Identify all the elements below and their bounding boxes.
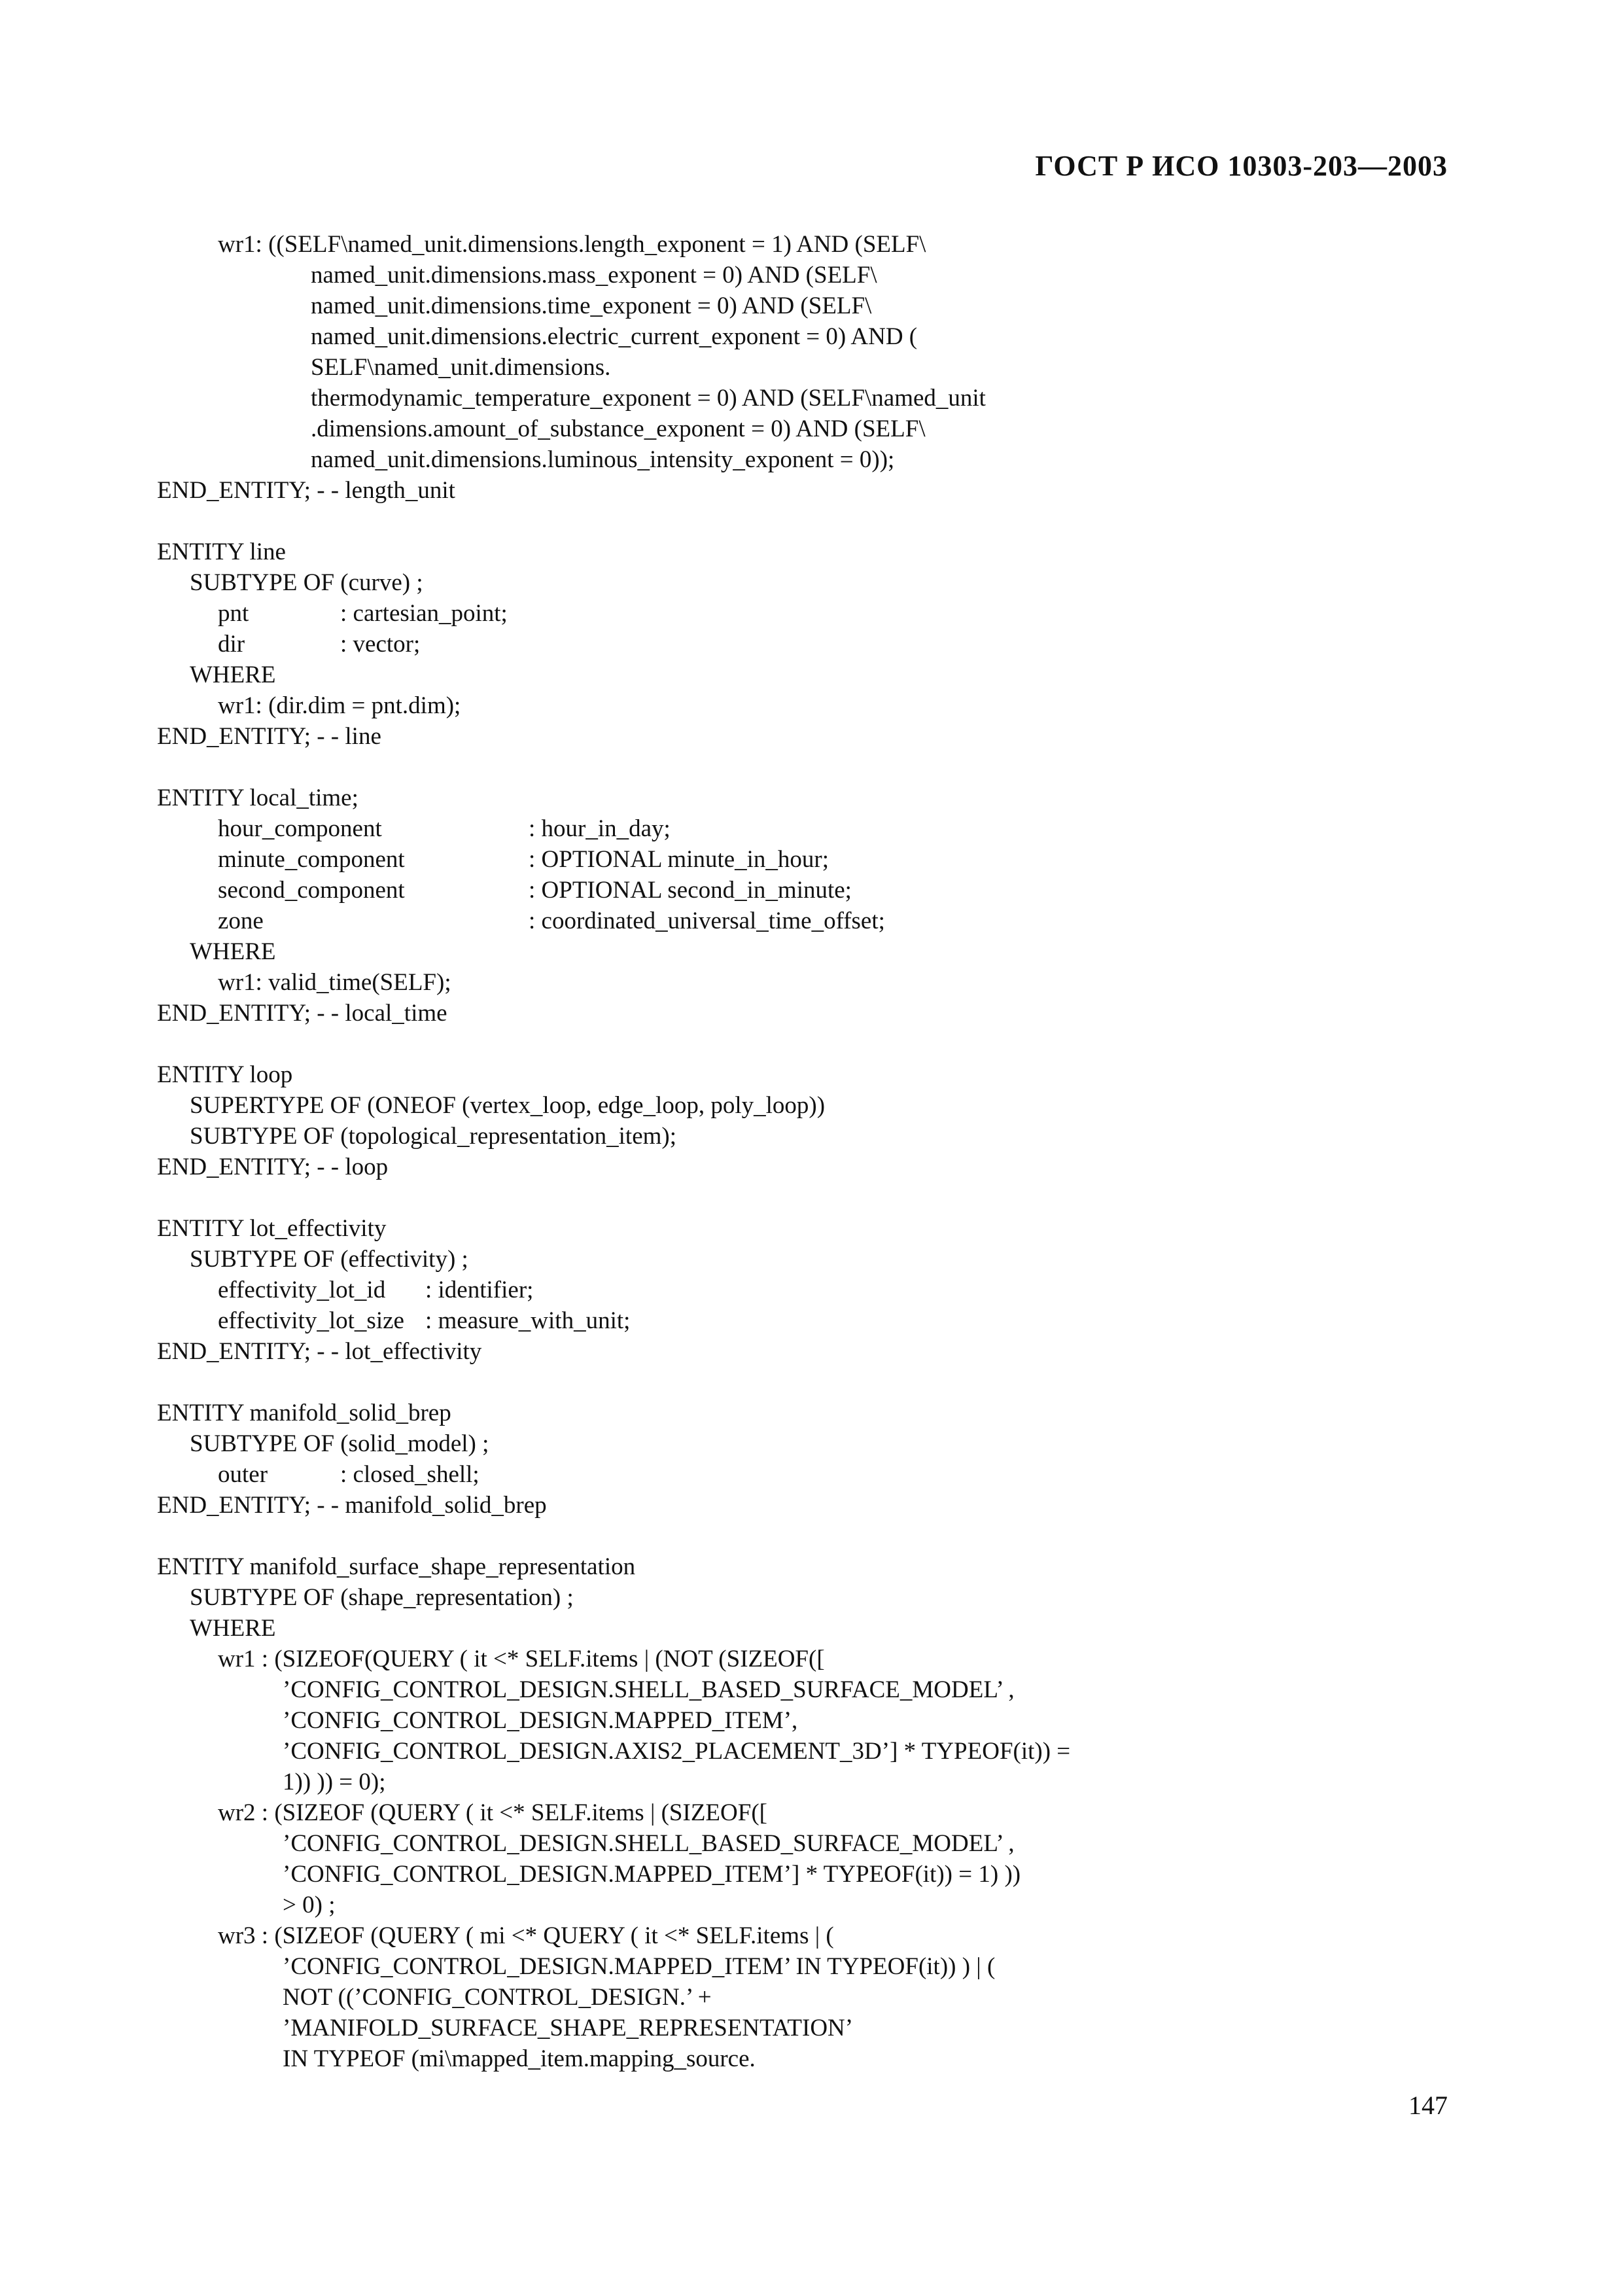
code-line: ’CONFIG_CONTROL_DESIGN.SHELL_BASED_SURFACE_MODEL’ , [283,1676,1015,1703]
code-line: ’CONFIG_CONTROL_DESIGN.MAPPED_ITEM’ IN TYPEOF(it)) ) | ( [283,1953,996,1980]
code-line: SELF\named_unit.dimensions. [311,354,611,381]
code-line: ENTITY line [157,539,286,565]
code-line: ’MANIFOLD_SURFACE_SHAPE_REPRESENTATION’ [283,2015,854,2041]
code-line: WHERE [190,1615,276,1642]
code-line: END_ENTITY; - - line [157,723,381,750]
code-line-type: : hour_in_day; [529,815,671,842]
code-line: effectivity_lot_size [218,1307,404,1334]
code-line-type: : OPTIONAL second_in_minute; [529,877,852,904]
page-number: 147 [1408,2091,1448,2120]
code-line: > 0) ; [283,1892,336,1918]
code-line-type: : vector; [340,631,421,658]
code-line: wr2 : (SIZEOF (QUERY ( it <* SELF.items | (SIZEOF([ [218,1799,767,1826]
code-line: END_ENTITY; - - lot_effectivity [157,1338,482,1365]
code-line: END_ENTITY; - - manifold_solid_brep [157,1492,547,1519]
code-line: ENTITY lot_effectivity [157,1215,387,1242]
code-line: named_unit.dimensions.time_exponent = 0) AND (SELF\ [311,292,872,319]
code-line: WHERE [190,662,276,688]
code-line: thermodynamic_temperature_exponent = 0) AND (SELF\named_unit [311,385,986,412]
document-header: ГОСТ Р ИСО 10303-203—2003 [1035,150,1448,182]
code-line: pnt [218,600,249,627]
code-line: wr3 : (SIZEOF (QUERY ( mi <* QUERY ( it <* SELF.items | ( [218,1922,834,1949]
code-line: zone [218,908,264,934]
code-line: SUBTYPE OF (solid_model) ; [190,1430,489,1457]
code-line: ENTITY loop [157,1061,293,1088]
code-line: SUBTYPE OF (shape_representation) ; [190,1584,574,1611]
code-line: wr1: (dir.dim = pnt.dim); [218,692,461,719]
code-line-type: : closed_shell; [340,1461,480,1488]
code-line: ’CONFIG_CONTROL_DESIGN.AXIS2_PLACEMENT_3D’] * TYPEOF(it)) = [283,1738,1071,1765]
code-line: effectivity_lot_id [218,1277,386,1303]
code-line: second_component [218,877,405,904]
code-line: NOT ((’CONFIG_CONTROL_DESIGN.’ + [283,1984,712,2011]
code-line: ’CONFIG_CONTROL_DESIGN.SHELL_BASED_SURFACE_MODEL’ , [283,1830,1015,1857]
code-line: SUBTYPE OF (curve) ; [190,569,423,596]
code-line: wr1: valid_time(SELF); [218,969,451,996]
code-line: ENTITY manifold_solid_brep [157,1400,451,1426]
code-line: named_unit.dimensions.luminous_intensity_exponent = 0)); [311,446,895,473]
code-line: SUBTYPE OF (effectivity) ; [190,1246,468,1273]
code-line: END_ENTITY; - - local_time [157,1000,447,1027]
code-line-type: : cartesian_point; [340,600,508,627]
code-line: ENTITY local_time; [157,785,358,811]
code-line: SUBTYPE OF (topological_representation_item); [190,1123,676,1150]
code-line: 1)) )) = 0); [283,1769,386,1795]
code-line: END_ENTITY; - - loop [157,1154,389,1180]
code-line: hour_component [218,815,382,842]
code-line: WHERE [190,938,276,965]
code-line: wr1: ((SELF\named_unit.dimensions.length_exponent = 1) AND (SELF\ [218,231,926,258]
code-line-type: : coordinated_universal_time_offset; [529,908,885,934]
code-line: .dimensions.amount_of_substance_exponent = 0) AND (SELF\ [311,415,926,442]
code-line-type: : identifier; [425,1277,534,1303]
code-line: dir [218,631,245,658]
code-line: IN TYPEOF (mi\mapped_item.mapping_source. [283,2045,756,2072]
code-line: wr1 : (SIZEOF(QUERY ( it <* SELF.items | (NOT (SIZEOF([ [218,1646,825,1672]
code-line: ENTITY manifold_surface_shape_representation [157,1553,636,1580]
code-line: ’CONFIG_CONTROL_DESIGN.MAPPED_ITEM’, [283,1707,798,1734]
code-line: END_ENTITY; - - length_unit [157,477,455,504]
code-line: named_unit.dimensions.mass_exponent = 0) AND (SELF\ [311,262,877,289]
code-line: outer [218,1461,268,1488]
code-line: SUPERTYPE OF (ONEOF (vertex_loop, edge_loop, poly_loop)) [190,1092,826,1119]
code-line-type: : measure_with_unit; [425,1307,631,1334]
code-line: minute_component [218,846,405,873]
code-line: ’CONFIG_CONTROL_DESIGN.MAPPED_ITEM’] * TYPEOF(it)) = 1) )) [283,1861,1021,1888]
code-line: named_unit.dimensions.electric_current_exponent = 0) AND ( [311,323,918,350]
code-line-type: : OPTIONAL minute_in_hour; [529,846,829,873]
